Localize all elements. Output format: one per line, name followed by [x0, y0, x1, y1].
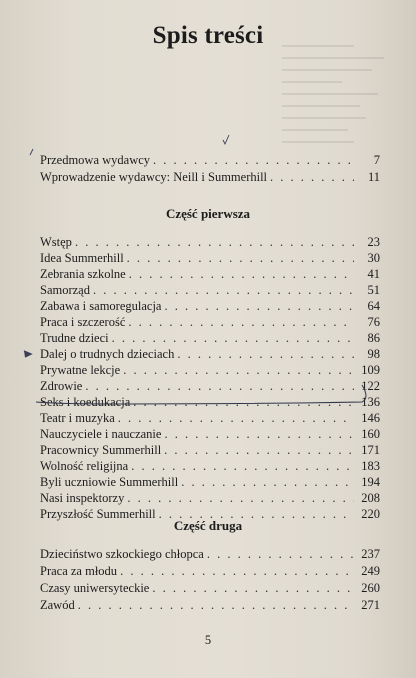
toc-entry-page: 7 [373, 153, 380, 167]
toc-entry-page: 271 [361, 598, 380, 612]
toc-entry-title: Przyszłość Summerhill [40, 507, 156, 521]
toc-entry-title: Wolność religijna [40, 459, 129, 473]
toc-entry-page: 64 [367, 299, 380, 313]
toc-entry-title: Dalej o trudnych dzieciach [40, 347, 175, 361]
toc-entry-page: 220 [361, 507, 380, 521]
toc-entry-title: Zebrania szkolne [40, 267, 126, 281]
toc-entry-title: Idea Summerhill [40, 251, 124, 265]
toc-entry-page: 208 [361, 491, 380, 505]
toc-entry-title: Wprowadzenie wydawcy: Neill i Summerhill [40, 170, 268, 184]
toc-entry-page: 30 [367, 251, 380, 265]
toc-entry-title: Pracownicy Summerhill [40, 443, 162, 457]
toc-entry-title: Zabawa i samoregulacja [40, 299, 162, 313]
pencil-arrow-mark [24, 351, 31, 357]
toc-entry-page: 249 [361, 564, 380, 578]
toc-entry-page: 122 [361, 379, 380, 393]
toc-entry-title: Dzieciństwo szkockiego chłopca [40, 547, 204, 561]
toc-entry-title: Trudne dzieci [40, 331, 109, 345]
toc-entry-page: 51 [367, 283, 380, 297]
toc-entry-title: Zdrowie [40, 379, 83, 393]
toc-entry-page: 160 [361, 427, 380, 441]
toc-entry-page: 146 [361, 411, 380, 425]
toc-entry-title: Nasi inspektorzy [40, 491, 125, 505]
toc-entry-title: Wstęp [40, 235, 72, 249]
toc-entry-page: 260 [361, 581, 380, 595]
toc-entry-page: 136 [361, 395, 380, 409]
toc-entry-page: 194 [361, 475, 380, 489]
toc-entry-title: Nauczyciele i nauczanie [40, 427, 162, 441]
toc-entry-page: 237 [361, 547, 380, 561]
section-heading-part-one: Część pierwsza [165, 206, 251, 221]
toc-entry-page: 171 [361, 443, 380, 457]
toc-entry-page: 23 [367, 235, 380, 249]
toc-entry-page: 183 [361, 459, 380, 473]
toc-entry-title: Zawód [40, 598, 75, 612]
toc-entry-title: Seks i koedukacja [40, 395, 131, 409]
toc-entry-title: Czasy uniwersyteckie [40, 581, 150, 595]
toc-entry-title: Praca za młodu [40, 564, 118, 578]
pencil-tick-mark [30, 149, 33, 155]
toc-entry-page: 76 [367, 315, 380, 329]
toc-entry-title: Praca i szczerość [40, 315, 126, 329]
toc-entry-title: Teatr i muzyka [40, 411, 115, 425]
toc-entry-page: 86 [367, 331, 380, 345]
pencil-bracket-mark [36, 385, 366, 404]
toc-entry-title: Przedmowa wydawcy [40, 153, 151, 167]
page-title: Spis treści [152, 22, 264, 49]
section-heading-part-two: Część druga [173, 518, 243, 533]
pencil-check-mark [223, 135, 229, 144]
toc-entry-page: 109 [361, 363, 380, 377]
toc-entry-page: 11 [367, 170, 380, 184]
toc-entry-title: Byli uczniowie Summerhill [40, 475, 179, 489]
toc-entry-page: 41 [367, 267, 380, 281]
toc-entry-title: Prywatne lekcje [40, 363, 121, 377]
toc-entry-page: 98 [367, 347, 380, 361]
toc-entry-title: Samorząd [40, 283, 90, 297]
page-number: 5 [204, 633, 212, 647]
